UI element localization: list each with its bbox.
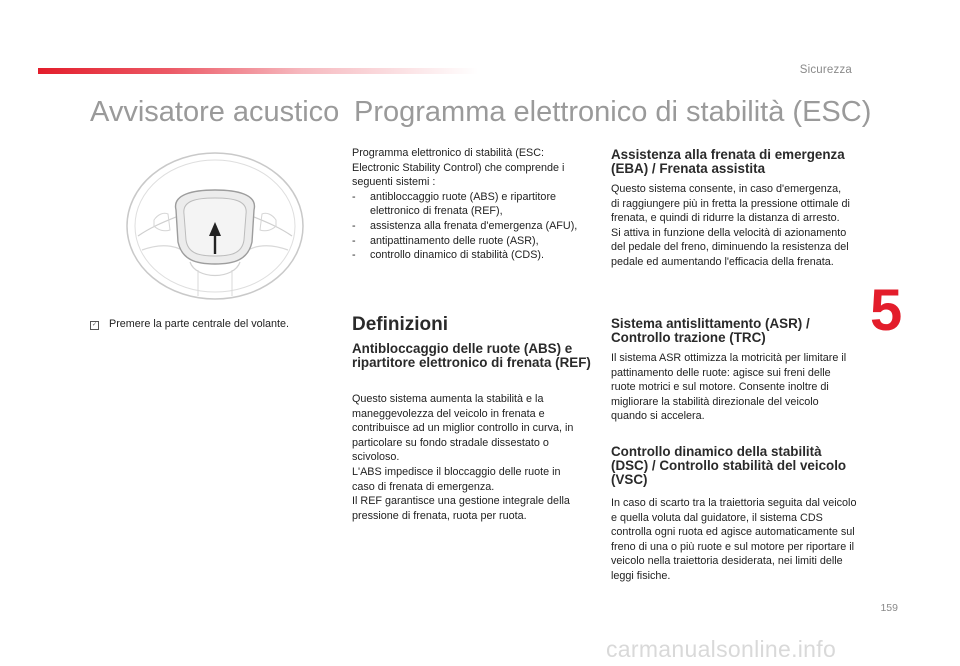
asr-body: [611, 351, 851, 424]
abs-body: [352, 392, 584, 523]
asr-text-1: Il sistema ASR ottimizza la motricità per limitare il pattinamento delle ruote: agisce sui freni delle ruote motrici e sul motore. Consente inoltre di migliorare la stabilità direzionale del veicolo quando si accelera.: [611, 352, 847, 423]
definitions-title: Definizioni: [352, 314, 449, 335]
horn-instruction: [90, 317, 330, 332]
list-item: - controllo dinamico di stabilità (CDS).: [352, 249, 545, 262]
list-item-text: antibloccaggio ruote (ABS) e ripartitore elettronico di frenata (REF),: [370, 190, 557, 218]
list-item-text: antipattinamento delle ruote (ASR),: [370, 234, 539, 247]
list-item: - antipattinamento delle ruote (ASR),: [352, 234, 539, 247]
abs-text-3: Il REF garantisce una gestione integrale della pressione di frenata, ruota per ruota.: [352, 495, 570, 522]
page-number: 159: [880, 602, 898, 614]
chapter-number: 5: [870, 278, 903, 343]
list-item-text: assistenza alla frenata d'emergenza (AFU),: [370, 219, 578, 232]
checkbox-bullet-icon: ✓: [91, 322, 98, 328]
abs-heading: Antibloccaggio delle ruote (ABS) e ripartitore elettronico di frenata (REF): [352, 341, 591, 370]
eba-heading: Assistenza alla frenata di emergenza (EBA) / Frenata assistita: [611, 147, 845, 176]
abs-text-1: Questo sistema aumenta la stabilità e la maneggevolezza del veicolo in frenata e contribuisce ad un miglior controllo in curva, in particolare su fondo stradale dissestato o scivoloso.: [352, 393, 574, 464]
list-item: - assistenza alla frenata d'emergenza (AFU),: [352, 219, 578, 232]
abs-text-2: L'ABS impedisce il bloccaggio delle ruote in caso di frenata di emergenza.: [352, 465, 561, 493]
eba-text-2: Si attiva in funzione della velocità di azionamento del pedale del freno, diminuendo la resistenza del pedale ed aumentando l'efficacia della frenata.: [611, 226, 849, 268]
eba-text-1: Questo sistema consente, in caso d'emergenza, di raggiungere più in fretta la pressione ottimale di frenata, e quindi di ridurre la distanza di arresto.: [611, 183, 850, 225]
esc-intro-block: [352, 146, 592, 263]
dsc-text-1: In caso di scarto tra la traiettoria seguita dal veicolo e quella voluta dal guidatore, il sistema CDS controlla ogni ruota ed agisce automaticamente sul freno di una o più ruote e sul motore per riportare il veicolo nella traiettoria desiderata, nei limiti delle leggi fisiche.: [611, 497, 857, 582]
dsc-body: [611, 496, 857, 584]
watermark: carmanualsonline.info: [606, 636, 837, 662]
list-item: - antibloccaggio ruote (ABS) e ripartitore elettronico di frenata (REF),: [352, 190, 557, 218]
section-title: Sicurezza: [799, 64, 852, 76]
horn-title: Avvisatore acustico: [90, 96, 340, 128]
esc-intro: Programma elettronico di stabilità (ESC: Electronic Stability Control) che comprende i seguenti sistemi :: [352, 147, 565, 189]
esc-systems-list: [352, 190, 592, 263]
list-item-text: controllo dinamico di stabilità (CDS).: [370, 249, 545, 262]
dsc-heading: Controllo dinamico della stabilità (DSC) / Controllo stabilità del veicolo (VSC): [611, 444, 847, 487]
asr-heading: Sistema antislittamento (ASR) / Controllo trazione (TRC): [611, 316, 810, 345]
horn-instruction-text: Premere la parte centrale del volante.: [109, 318, 290, 330]
header-accent-bar: [38, 68, 478, 74]
esc-title: Programma elettronico di stabilità (ESC): [354, 96, 872, 128]
steering-wheel-horn-icon: [124, 150, 306, 302]
eba-body: [611, 182, 851, 270]
